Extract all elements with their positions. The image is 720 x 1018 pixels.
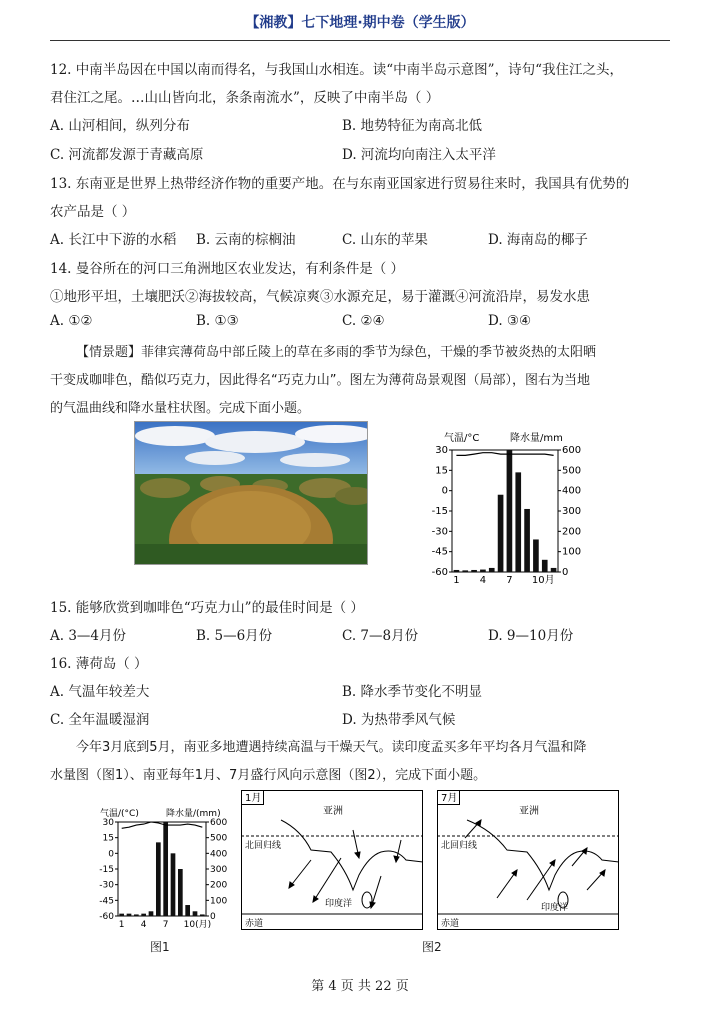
precip-bar bbox=[462, 570, 468, 572]
map-jan-ocean: 印度洋 bbox=[325, 899, 353, 909]
precip-tick-label: 300 bbox=[562, 506, 582, 517]
precip-bar bbox=[489, 568, 495, 572]
map-jan-tag: 1月 bbox=[245, 793, 262, 804]
precip-tick-label: 100 bbox=[210, 896, 228, 907]
temp-tick-label: -30 bbox=[99, 880, 114, 891]
q16-option-b: B. 降水季节变化不明显 bbox=[342, 684, 483, 700]
month-tick-label: 4 bbox=[479, 575, 487, 586]
precip-bar bbox=[507, 450, 513, 572]
q15-stem: 15. 能够欣赏到咖啡色“巧克力山”的最佳时间是（ ） bbox=[50, 600, 364, 616]
precip-tick-label: 200 bbox=[562, 526, 582, 538]
page-footer: 第 4 页 共 22 页 bbox=[311, 979, 409, 994]
precip-tick-label: 600 bbox=[210, 818, 228, 828]
january-wind-map bbox=[241, 790, 423, 930]
precip-bar bbox=[127, 914, 132, 916]
month-tick-label: 7 bbox=[162, 920, 169, 930]
precip-bar bbox=[533, 539, 539, 572]
precip-tick-label: 500 bbox=[562, 465, 582, 477]
chart2-temp-axis bbox=[99, 818, 118, 922]
precip-bar bbox=[480, 570, 486, 572]
precip-bar bbox=[515, 472, 521, 572]
map-jan-asia: 亚洲 bbox=[323, 806, 343, 817]
precip-tick-label: 400 bbox=[210, 849, 228, 860]
q15-option-a: A. 3—4月份 bbox=[50, 628, 127, 644]
precip-tick-label: 100 bbox=[562, 546, 582, 558]
map-jul-ocean: 印度洋 bbox=[541, 903, 569, 913]
temp-tick-label: 0 bbox=[441, 485, 448, 497]
q13-option-b: B. 云南的棕榈油 bbox=[196, 232, 296, 248]
q13-stem-line2: 农产品是（ ） bbox=[50, 204, 136, 220]
mumbai-climate-chart bbox=[96, 804, 236, 934]
chart2-frame bbox=[118, 822, 206, 916]
chart1-frame bbox=[452, 450, 558, 572]
precip-bar bbox=[141, 914, 146, 916]
precip-bar bbox=[551, 568, 557, 572]
precip-bar bbox=[134, 914, 139, 916]
precip-tick-label: 200 bbox=[210, 880, 228, 891]
page-header: 【湘教】七下地理·期中卷（学生版） bbox=[50, 12, 670, 41]
month-tick-label: 1 bbox=[118, 920, 125, 930]
chart2-precip-bars bbox=[119, 822, 204, 916]
precip-tick-label: 600 bbox=[562, 445, 582, 456]
q16-option-a: A. 气温年较差大 bbox=[50, 684, 150, 700]
q13-stem-line1: 13. 东南亚是世界上热带经济作物的重要产地。在与东南亚国家进行贸易往来时，我国具有优势的 bbox=[50, 176, 630, 192]
scenario1-text bbox=[50, 339, 670, 423]
q14-stem-line2: ①地形平坦，土壤肥沃②海拔较高，气候凉爽③水源充足，易于灌溉④河流沿岸，易发水患 bbox=[50, 289, 590, 305]
q16-option-d: D. 为热带季风气候 bbox=[342, 712, 456, 728]
q15-option-c: C. 7—8月份 bbox=[342, 628, 419, 644]
figure2-caption: 图2 bbox=[422, 940, 442, 954]
precip-bar bbox=[471, 570, 477, 572]
precip-bar bbox=[163, 822, 168, 916]
bohol-climate-chart bbox=[424, 428, 584, 588]
chart2-temp-label: 气温/(°C) bbox=[100, 809, 139, 819]
q13-option-a: A. 长江中下游的水稻 bbox=[50, 232, 177, 248]
q15-option-b: B. 5—6月份 bbox=[196, 628, 273, 644]
precip-bar bbox=[542, 560, 548, 572]
chart2-precip-axis bbox=[206, 818, 227, 922]
temp-tick-label: 30 bbox=[435, 445, 448, 456]
q13-option-d: D. 海南岛的椰子 bbox=[488, 232, 588, 248]
q12-option-a: A. 山河相间，纵列分布 bbox=[50, 118, 190, 134]
chart1-temp-axis bbox=[432, 445, 452, 578]
q14-option-b: B. ①③ bbox=[196, 313, 239, 329]
temp-tick-label: -15 bbox=[431, 506, 448, 517]
temp-tick-label: 0 bbox=[108, 849, 114, 860]
temp-tick-label: -60 bbox=[99, 912, 114, 922]
q16-option-c: C. 全年温暖湿润 bbox=[50, 712, 150, 728]
precip-bar bbox=[454, 570, 460, 572]
chart1-precip-bars bbox=[454, 450, 557, 572]
chart1-month-axis bbox=[453, 574, 554, 586]
precip-bar bbox=[185, 905, 190, 916]
q12-option-c: C. 河流都发源于青藏高原 bbox=[50, 147, 204, 163]
precip-bar bbox=[200, 914, 205, 916]
july-wind-map bbox=[437, 790, 619, 930]
chart1-temp-curve bbox=[456, 453, 553, 456]
map-jul-asia: 亚洲 bbox=[519, 806, 539, 817]
scenario2-line1: 今年3月底到5月，南亚多地遭遇持续高温与干燥天气。读印度孟买多年平均各月气温和降 bbox=[76, 740, 587, 755]
q12-option-b: B. 地势特征为南高北低 bbox=[342, 118, 483, 134]
q14-option-d: D. ③④ bbox=[488, 313, 532, 329]
q12-stem-line1: 12. 中南半岛因在中国以南而得名，与我国山水相连。读“中南半岛示意图”，诗句“我住江之头， bbox=[50, 62, 623, 78]
scenario1-line2: 干变成咖啡色，酷似巧克力，因此得名“巧克力山”。图左为薄荷岛景观图（局部），图右为当地 bbox=[50, 373, 590, 388]
q14-option-a: A. ①② bbox=[50, 313, 93, 329]
precip-bar bbox=[119, 914, 124, 916]
month-tick-label: 7 bbox=[506, 575, 513, 586]
q12-stem-line2: 君住江之尾。…山山皆向北，条条南流水”，反映了中南半岛（ ） bbox=[50, 90, 440, 106]
precip-bar bbox=[149, 911, 154, 916]
precip-bar bbox=[524, 509, 530, 572]
temp-tick-label: -15 bbox=[99, 865, 114, 875]
precip-bar bbox=[156, 842, 161, 916]
q15-option-d: D. 9—10月份 bbox=[488, 628, 574, 644]
scenario1-line1: 【情景题】菲律宾薄荷岛中部丘陵上的草在多雨的季节为绿色，干燥的季节被炎热的太阳晒 bbox=[76, 345, 597, 360]
scenario2-text bbox=[50, 734, 670, 790]
month-tick-label: 10月 bbox=[531, 575, 555, 586]
precip-bar bbox=[193, 911, 198, 916]
chart2-temp-curve bbox=[122, 822, 203, 828]
precip-tick-label: 0 bbox=[562, 567, 569, 578]
q12-option-d: D. 河流均向南注入太平洋 bbox=[342, 147, 496, 163]
month-tick-label: 1 bbox=[453, 575, 460, 586]
precip-bar bbox=[178, 869, 183, 916]
chocolate-hills-photo bbox=[134, 421, 368, 565]
precip-tick-label: 500 bbox=[210, 833, 228, 844]
temp-tick-label: 15 bbox=[435, 465, 448, 477]
precip-tick-label: 300 bbox=[210, 865, 228, 875]
temp-tick-label: -30 bbox=[431, 526, 448, 538]
precip-bar bbox=[498, 495, 504, 572]
month-tick-label: 4 bbox=[140, 920, 147, 930]
temp-tick-label: 15 bbox=[102, 833, 114, 844]
precip-bar bbox=[171, 853, 176, 916]
scenario1-line3: 的气温曲线和降水量柱状图。完成下面小题。 bbox=[50, 401, 311, 416]
map-jul-equator-label: 赤道 bbox=[441, 919, 460, 929]
scenario2-line2: 水量图（图1）、南亚每年1月、7月盛行风向示意图（图2），完成下面小题。 bbox=[50, 768, 487, 783]
temp-tick-label: 30 bbox=[102, 818, 114, 828]
chart1-precip-label: 降水量/mm bbox=[510, 433, 563, 444]
temp-tick-label: -45 bbox=[99, 896, 114, 907]
chart2-precip-label: 降水量/(mm) bbox=[166, 809, 221, 819]
precip-tick-label: 0 bbox=[210, 912, 216, 922]
map-jan-tropic-label: 北回归线 bbox=[245, 841, 282, 851]
q14-stem-line1: 14. 曼谷所在的河口三角洲地区农业发达，有利条件是（ ） bbox=[50, 261, 405, 277]
chart2-month-axis bbox=[119, 919, 211, 930]
q13-option-c: C. 山东的苹果 bbox=[342, 232, 428, 248]
chart1-precip-axis bbox=[558, 445, 581, 578]
chart1-temp-label: 气温/°C bbox=[444, 433, 480, 444]
figure1-caption: 图1 bbox=[150, 940, 170, 954]
map-jan-equator-label: 赤道 bbox=[245, 919, 264, 929]
month-tick-label: 10(月) bbox=[183, 920, 212, 930]
temp-tick-label: -60 bbox=[431, 567, 448, 578]
precip-tick-label: 400 bbox=[562, 485, 582, 497]
q14-option-c: C. ②④ bbox=[342, 313, 385, 329]
q16-stem: 16. 薄荷岛（ ） bbox=[50, 656, 148, 672]
map-jul-tag: 7月 bbox=[441, 793, 458, 804]
map-jul-tropic-label: 北回归线 bbox=[441, 841, 478, 851]
temp-tick-label: -45 bbox=[431, 546, 448, 558]
